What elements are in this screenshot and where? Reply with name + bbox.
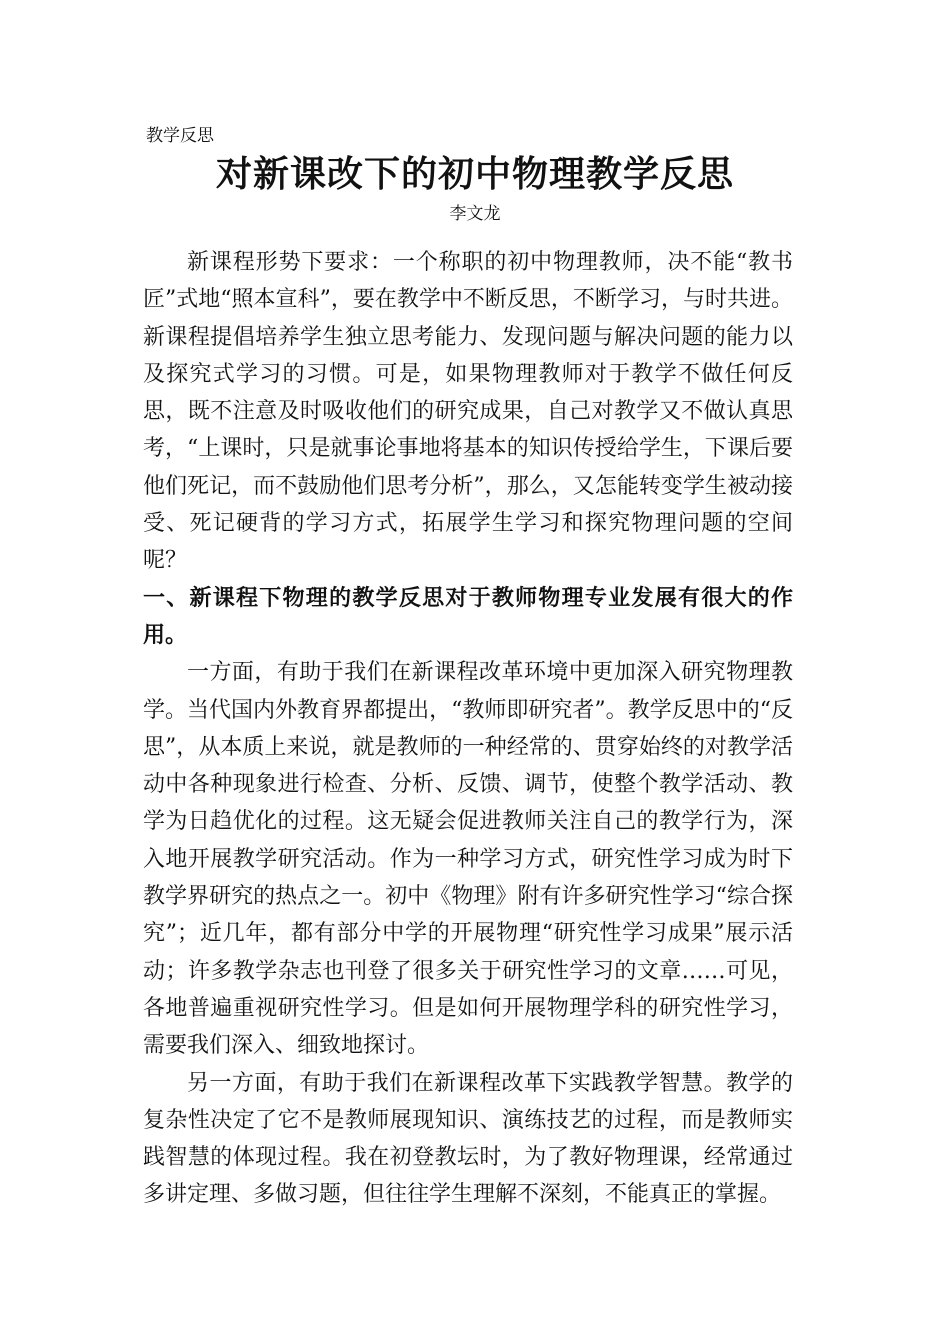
- section-heading: 一、新课程下物理的教学反思对于教师物理专业发展有很大的作用。: [143, 584, 793, 648]
- paragraph-intro: 新课程形势下要求：一个称职的初中物理教师，决不能“教书匠”式地“照本宣科”，要在教学中不断反思，不断学习，与时共进。新课程提倡培养学生独立思考能力、发现问题与解决问题的能力以及探究式学习的习惯。可是，如果物理教师对于教学不做任何反思，既不注意及时吸收他们的研究成果，自己对教学又不做认真思考，“上课时，只是就事论事地将基本的知识传授给学生，下课后要他们死记，而不鼓励他们思考分析”，那么，又怎能转变学生被动接受、死记硬背的学习方式，拓展学生学习和探究物理问题的空间呢？: [143, 250, 793, 574]
- paragraph-second-aspect: 另一方面，有助于我们在新课程改革下实践教学智慧。教学的复杂性决定了它不是教师展现知识、演练技艺的过程，而是教师实践智慧的体现过程。我在初登教坛时，为了教好物理课，经常通过多讲定理、多做习题，但往往学生理解不深刻，不能真正的掌握。: [143, 1070, 793, 1208]
- author-name: 李文龙: [449, 204, 501, 224]
- paragraph-first-aspect: 一方面，有助于我们在新课程改革环境中更加深入研究物理教学。当代国内外教育界都提出，“教师即研究者”。教学反思中的“反思”，从本质上来说，就是教师的一种经常的、贯穿始终的对教学活动中各种现象进行检查、分析、反馈、调节，使整个教学活动、教学为日趋优化的过程。这无疑会促进教师关注自己的教学行为，深入地开展教学研究活动。作为一种学习方式，研究性学习成为时下教学界研究的热点之一。初中《物理》附有许多研究性学习“综合探究”；近几年，都有部分中学的开展物理“研究性学习成果”展示活动；许多教学杂志也刊登了很多关于研究性学习的文章……可见，各地普遍重视研究性学习。但是如何开展物理学科的研究性学习，需要我们深入、细致地探讨。: [143, 660, 793, 1059]
- page-title: 对新课改下的初中物理教学反思: [215, 153, 734, 195]
- document-body: [143, 244, 793, 1214]
- header-label: 教学反思: [146, 126, 214, 146]
